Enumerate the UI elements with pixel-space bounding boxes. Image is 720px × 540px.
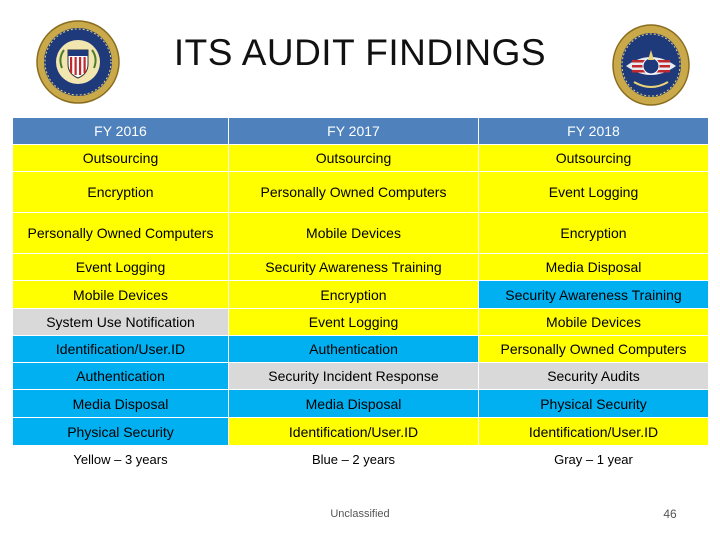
- table-cell: Authentication: [229, 336, 479, 363]
- table-cell: Physical Security: [479, 390, 709, 418]
- table-cell: Outsourcing: [229, 145, 479, 172]
- table-cell: Outsourcing: [479, 145, 709, 172]
- legend-gray: Gray – 1 year: [479, 446, 709, 474]
- table-cell: Event Logging: [13, 254, 229, 281]
- table-cell: Outsourcing: [13, 145, 229, 172]
- table-row: [13, 145, 709, 172]
- table-cell: Media Disposal: [13, 390, 229, 418]
- table-cell: Mobile Devices: [229, 213, 479, 254]
- classification-label: Unclassified: [330, 508, 390, 520]
- header-fy2016: FY 2016: [13, 118, 229, 145]
- table-row: [13, 172, 709, 213]
- table-cell: Encryption: [479, 213, 709, 254]
- table-cell: Encryption: [229, 281, 479, 309]
- table-cell: Mobile Devices: [13, 281, 229, 309]
- table-cell: System Use Notification: [13, 309, 229, 336]
- legend-row: [13, 446, 709, 474]
- table-cell: Physical Security: [13, 418, 229, 446]
- table-cell: Security Audits: [479, 363, 709, 390]
- table-row: [13, 309, 709, 336]
- audit-findings-table: [12, 117, 709, 474]
- table-row: [13, 254, 709, 281]
- table-cell: Personally Owned Computers: [229, 172, 479, 213]
- table-row: [13, 281, 709, 309]
- table-cell: Identification/User.ID: [479, 418, 709, 446]
- table-cell: Identification/User.ID: [229, 418, 479, 446]
- table-cell: Personally Owned Computers: [479, 336, 709, 363]
- table-cell: Event Logging: [229, 309, 479, 336]
- legend-yellow: Yellow – 3 years: [13, 446, 229, 474]
- table-cell: Authentication: [13, 363, 229, 390]
- table-cell: Identification/User.ID: [13, 336, 229, 363]
- table-row: [13, 418, 709, 446]
- table-cell: Event Logging: [479, 172, 709, 213]
- page-number: 46: [663, 507, 677, 521]
- page-title: ITS AUDIT FINDINGS: [173, 32, 547, 73]
- header-fy2018: FY 2018: [479, 118, 709, 145]
- table-cell: Mobile Devices: [479, 309, 709, 336]
- table-cell: Encryption: [13, 172, 229, 213]
- table-header-row: [13, 118, 709, 145]
- legend-blue: Blue – 2 years: [229, 446, 479, 474]
- table-cell: Media Disposal: [479, 254, 709, 281]
- header-fy2017: FY 2017: [229, 118, 479, 145]
- table-row: [13, 336, 709, 363]
- table-cell: Personally Owned Computers: [13, 213, 229, 254]
- table-row: [13, 363, 709, 390]
- table-cell: Security Awareness Training: [229, 254, 479, 281]
- table-cell: Security Incident Response: [229, 363, 479, 390]
- table-cell: Media Disposal: [229, 390, 479, 418]
- table-row: [13, 390, 709, 418]
- table-row: [13, 213, 709, 254]
- table-cell: Security Awareness Training: [479, 281, 709, 309]
